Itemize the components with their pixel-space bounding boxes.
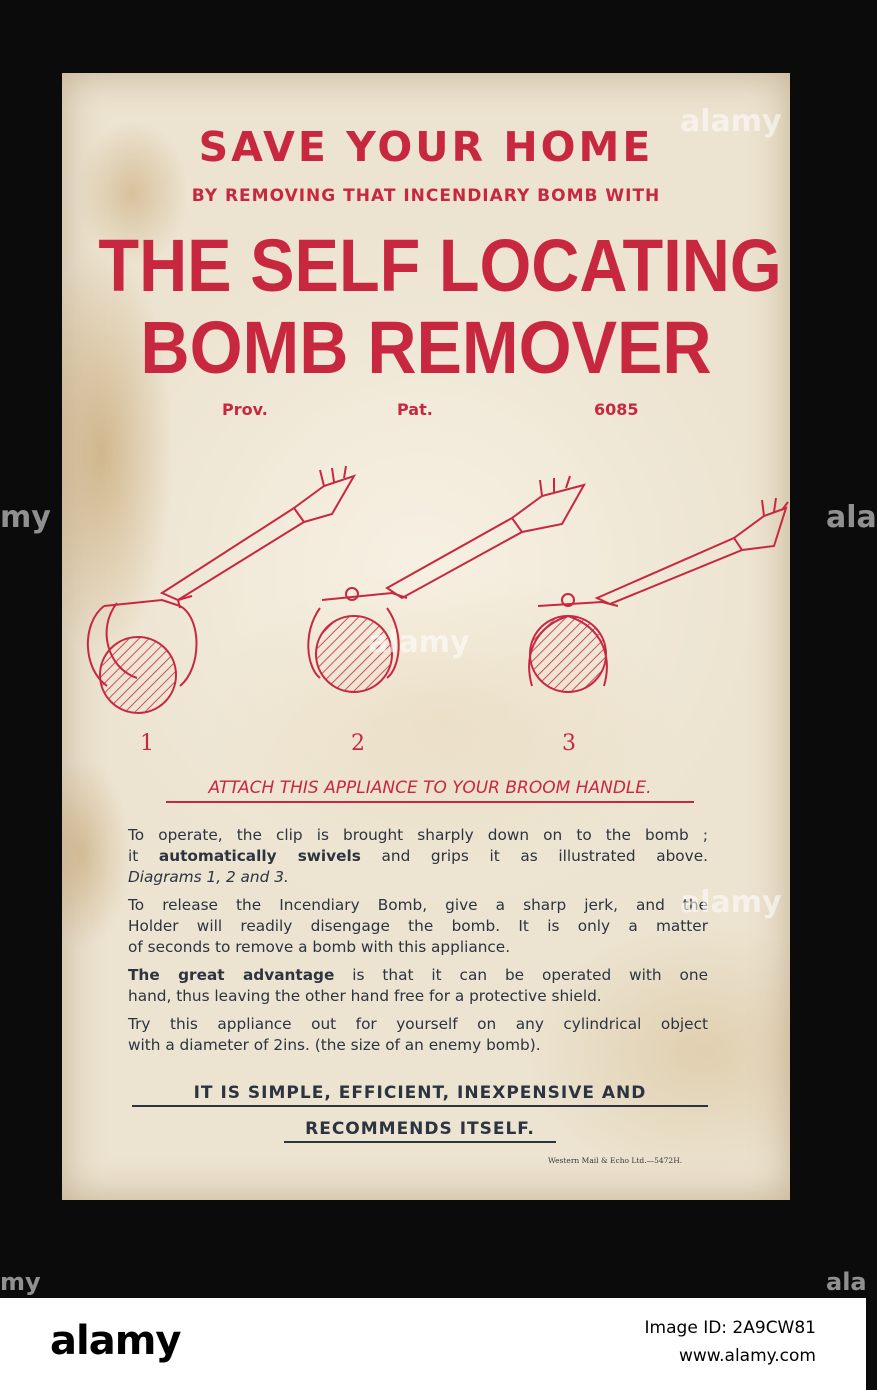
subheadline: BY REMOVING THAT INCENDIARY BOMB WITH <box>191 186 661 206</box>
text-line: To operate, the clip is brought sharply down on to the bomb ; <box>128 826 708 844</box>
text-line: hand, thus leaving the other hand free for a protective shield. <box>128 987 602 1005</box>
patent-pat: Pat. <box>397 400 433 419</box>
text-line: of seconds to remove a bomb with this appliance. <box>128 938 511 956</box>
headline: SAVE YOUR HOME <box>198 123 654 171</box>
paragraph-operate <box>128 825 708 888</box>
text-line: with a diameter of 2ins. (the size of an enemy bomb). <box>128 1036 541 1054</box>
instructions-body <box>128 825 708 1063</box>
watermark: alamy <box>368 625 470 660</box>
watermark-edge-right: ala <box>826 500 877 535</box>
text-fragment: it <box>128 847 159 865</box>
watermark-edge-left: my <box>0 500 51 535</box>
emphasis-great-advantage: The great advantage <box>128 966 335 984</box>
diagram-3 <box>529 498 788 692</box>
text-fragment: and grips it as illustrated above. <box>360 847 708 865</box>
watermark: alamy <box>680 885 782 920</box>
text-fragment: is that it can be operated with one <box>334 966 708 984</box>
printer-imprint: Western Mail & Echo Ltd.—5472H. <box>548 1156 683 1165</box>
site-url: www.alamy.com <box>678 1346 816 1366</box>
patent-prov: Prov. <box>222 400 268 419</box>
emphasis-automatically-swivels: automatically swivels <box>158 847 361 865</box>
watermark: alamy <box>680 104 782 139</box>
text-line <box>128 846 708 867</box>
paragraph-try <box>128 1014 708 1056</box>
text-line: Holder will readily disengage the bomb. It is only a matter <box>128 917 708 935</box>
bomb-remover-diagrams <box>62 428 790 728</box>
diagram-number-3: 3 <box>562 731 576 756</box>
diagram-1 <box>88 466 354 713</box>
text-line: Try this appliance out for yourself on any cylindrical object <box>128 1015 708 1033</box>
image-id: Image ID: 2A9CW81 <box>644 1318 816 1338</box>
diagram-number-1: 1 <box>140 731 154 756</box>
watermark-edge-right: ala <box>826 1268 867 1296</box>
product-title-line1: THE SELF LOCATING <box>98 224 782 307</box>
slogan-line1: IT IS SIMPLE, EFFICIENT, INEXPENSIVE AND <box>132 1083 708 1107</box>
paragraph-release <box>128 895 708 958</box>
alamy-logo: alamy <box>50 1318 181 1364</box>
text-line: To release the Incendiary Bomb, give a sharp jerk, and the <box>128 896 708 914</box>
patent-number: 6085 <box>594 400 639 419</box>
diagram-number-2: 2 <box>351 731 365 756</box>
text-line: Diagrams 1, 2 and 3. <box>128 868 289 886</box>
paragraph-advantage <box>128 965 708 1007</box>
text-line <box>128 965 708 986</box>
attach-instruction: ATTACH THIS APPLIANCE TO YOUR BROOM HANDLE. <box>166 778 694 803</box>
watermark-edge-left: my <box>0 1268 41 1296</box>
slogan-line2: RECOMMENDS ITSELF. <box>284 1119 556 1143</box>
product-title-line2: BOMB REMOVER <box>140 306 712 389</box>
